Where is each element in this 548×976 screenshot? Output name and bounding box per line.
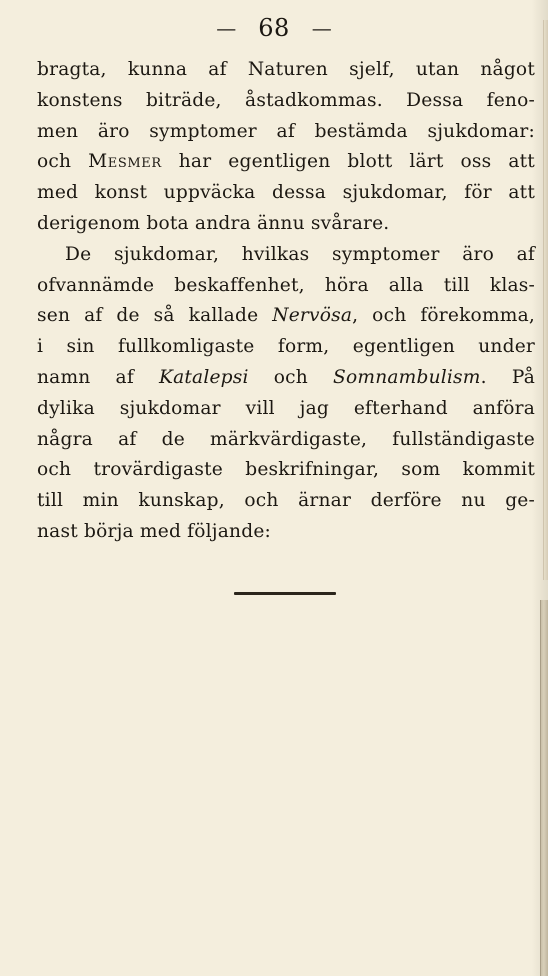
term-katalepsi: Katalepsi bbox=[159, 366, 249, 388]
term-nervosa: Nervösa bbox=[272, 305, 353, 327]
section-divider-rule bbox=[234, 592, 336, 595]
text-run: sen af de så kallade bbox=[37, 305, 273, 327]
header-dash-left: — bbox=[216, 16, 237, 40]
text-line-13: några af de märkvärdigaste, fullständigaste bbox=[37, 428, 535, 450]
name-mesmer: Mesmer bbox=[88, 151, 162, 173]
text-run: . På bbox=[480, 366, 535, 388]
text-line-9 bbox=[37, 301, 535, 332]
page-header bbox=[0, 10, 548, 46]
text-line-15: till min kunskap, och ärnar derföre nu ge- bbox=[37, 490, 535, 512]
term-somnambulism: Somnambulism bbox=[333, 366, 481, 388]
text-line-4 bbox=[37, 147, 535, 178]
text-run: och bbox=[37, 151, 89, 173]
text-run: och bbox=[248, 366, 334, 388]
text-line-5: med konst uppväcka dessa sjukdomar, för att bbox=[37, 182, 535, 204]
body-text bbox=[37, 55, 535, 548]
page-edge-upper bbox=[543, 20, 548, 580]
page-number: 68 bbox=[258, 14, 290, 42]
text-line-14: och trovärdigaste beskrifningar, som kommit bbox=[37, 459, 535, 481]
text-line-12: dylika sjukdomar vill jag efterhand anföra bbox=[37, 397, 535, 419]
text-line-6: derigenom bota andra ännu svårare. bbox=[37, 212, 390, 234]
text-line-3: men äro symptomer af bestämda sjukdomar: bbox=[37, 120, 535, 142]
text-run: namn af bbox=[37, 366, 159, 388]
text-run: , och förekomma, bbox=[352, 305, 536, 327]
text-line-16: nast börja med följande: bbox=[37, 520, 271, 542]
text-line-1: bragta, kunna af Naturen sjelf, utan något bbox=[37, 59, 535, 80]
header-dash-right: — bbox=[311, 16, 332, 40]
text-line-7: De sjukdomar, hvilkas symptomer äro af bbox=[65, 243, 535, 265]
page-edge-lower bbox=[540, 600, 548, 976]
text-line-8: ofvannämde beskaffenhet, höra alla till klas- bbox=[37, 274, 535, 296]
text-run: har egentligen blott lärt oss att bbox=[161, 151, 535, 173]
text-line-10: i sin fullkomligaste form, egentligen under bbox=[37, 336, 535, 358]
text-line-2: konstens biträde, åstadkommas. Dessa feno- bbox=[37, 89, 535, 111]
text-line-11 bbox=[37, 363, 535, 394]
